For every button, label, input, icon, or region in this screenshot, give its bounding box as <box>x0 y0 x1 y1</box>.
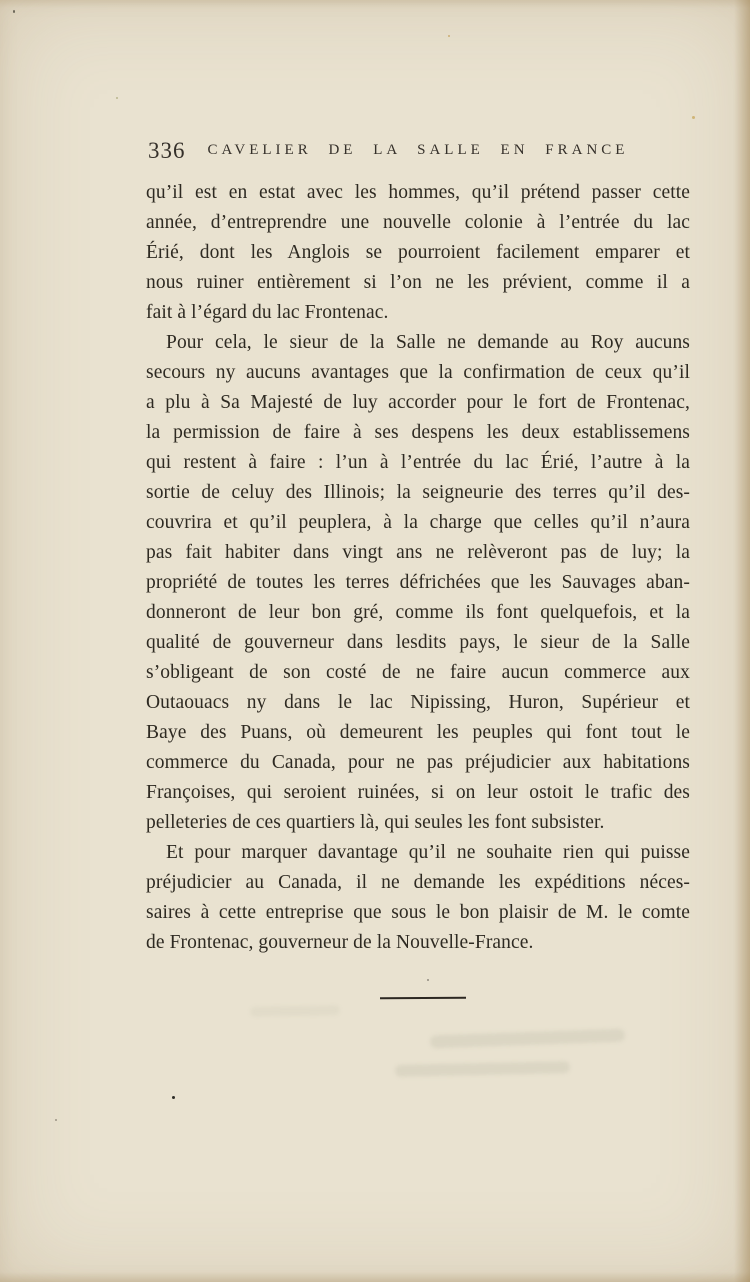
text-line: qui restent à faire : l’un à l’entrée du lac Érié, l’autre à la <box>146 452 690 473</box>
text-line: Érié, dont les Anglois se pourroient facilement emparer et <box>146 242 690 263</box>
text-line: la permission de faire à ses despens les deux establissemens <box>146 422 690 443</box>
text-line: Françoises, qui seroient ruinées, si on leur ostoit le trafic des <box>146 782 690 803</box>
text-line: couvrira et qu’il peuplera, à la charge que celles qu’il n’aura <box>146 512 690 533</box>
paper-speck <box>55 1119 57 1121</box>
text-line: nous ruiner entièrement si l’on ne les prévient, comme il a <box>146 272 690 293</box>
text-line: Baye des Puans, où demeurent les peuples qui font tout le <box>146 722 690 743</box>
text-line: commerce du Canada, pour ne pas préjudicier aux habitations <box>146 752 690 773</box>
text-line: a plu à Sa Majesté de luy accorder pour le fort de Frontenac, <box>146 392 690 413</box>
text-line: année, d’entreprendre une nouvelle colonie à l’entrée du lac <box>146 212 690 233</box>
paper-speck <box>13 10 15 13</box>
text-line: s’obligeant de son costé de ne faire aucun commerce aux <box>146 662 690 683</box>
text-line: pelleteries de ces quartiers là, qui seules les font subsister. <box>146 812 605 833</box>
text-line: secours ny aucuns avantages que la confirmation de ceux qu’il <box>146 362 690 383</box>
page-text-block <box>146 178 690 958</box>
ink-bleedthrough <box>250 1005 340 1017</box>
text-line: propriété de toutes les terres défrichées que les Sauvages aban- <box>146 572 690 593</box>
paper-speck <box>172 1096 175 1099</box>
ink-bleedthrough <box>395 1061 570 1077</box>
text-line: de Frontenac, gouverneur de la Nouvelle-France. <box>146 932 534 953</box>
text-line: Outaouacs ny dans le lac Nipissing, Huron, Supérieur et <box>146 692 690 713</box>
text-line: qualité de gouverneur dans lesdits pays, le sieur de la Salle <box>146 632 690 653</box>
text-line: donneront de leur bon gré, comme ils font quelquefois, et la <box>146 602 690 623</box>
paper-speck <box>692 116 695 119</box>
page-edge-shadow-right <box>734 0 750 1282</box>
text-line: fait à l’égard du lac Frontenac. <box>146 302 389 323</box>
paper-speck <box>427 979 429 981</box>
page-edge-shadow-top <box>0 0 750 8</box>
section-divider-rule <box>380 997 466 1000</box>
text-line: pas fait habiter dans vingt ans ne relèveront pas de luy; la <box>146 542 690 563</box>
ink-bleedthrough <box>430 1029 625 1049</box>
text-line: qu’il est en estat avec les hommes, qu’il prétend passer cette <box>146 182 690 203</box>
paper-speck <box>116 97 118 99</box>
running-title: CAVELIER DE LA SALLE EN FRANCE <box>207 142 629 158</box>
text-line: sortie de celuy des Illinois; la seigneurie des terres qu’il des- <box>146 482 690 503</box>
text-line: préjudicier au Canada, il ne demande les expéditions néces- <box>146 872 690 893</box>
paper-speck <box>448 35 450 37</box>
running-head <box>146 139 690 165</box>
text-line: Pour cela, le sieur de la Salle ne demande au Roy aucuns <box>166 332 690 353</box>
text-line: Et pour marquer davantage qu’il ne souhaite rien qui puisse <box>166 842 690 863</box>
page-number: 336 <box>148 138 186 163</box>
text-line: saires à cette entreprise que sous le bon plaisir de M. le comte <box>146 902 690 923</box>
page-edge-shadow-bottom <box>0 1272 750 1282</box>
